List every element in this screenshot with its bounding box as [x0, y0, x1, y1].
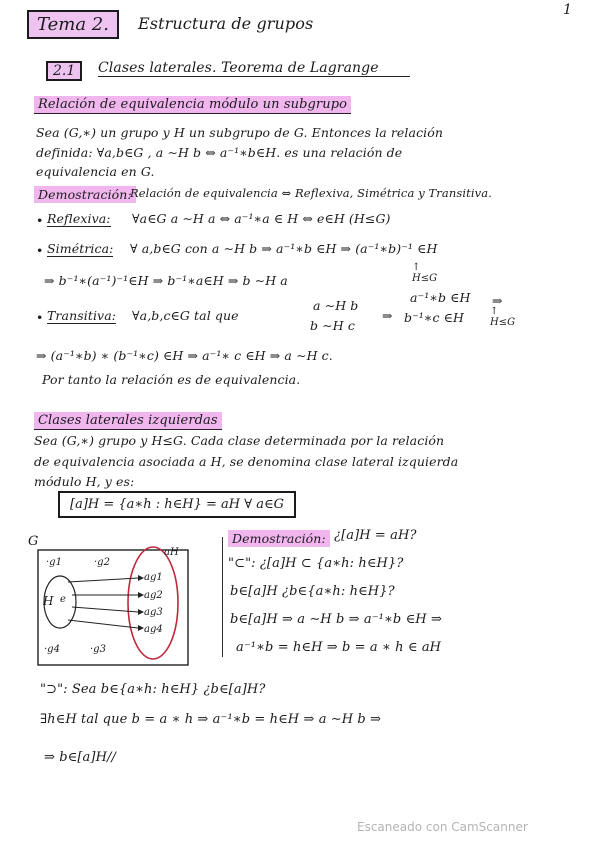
- transitive-bullet: •: [36, 310, 44, 325]
- transitive-cond-1: a ∼H b: [313, 298, 359, 313]
- diagram-g3: ·g3: [90, 644, 106, 655]
- separator-line: [222, 537, 223, 657]
- diagram-e-label: e: [60, 594, 66, 605]
- transitive-body: ∀a,b,c∈G tal que: [132, 308, 239, 323]
- diagram-g-label: G: [28, 534, 39, 549]
- diagram-g1: ·g1: [46, 557, 62, 568]
- demo1-label: Demostración:: [34, 186, 136, 203]
- transitive-body-2: ⇒ (a⁻¹∗b) ∗ (b⁻¹∗c) ∈H ⇒ a⁻¹∗ c ∈H ⇒ a ∼H c.: [36, 348, 333, 363]
- symmetric-label: Simétrica:: [47, 241, 114, 256]
- diagram-ag4: ag4: [144, 624, 163, 635]
- transitive-cond-2: b ∼H c: [310, 318, 355, 333]
- clases-heading: Clases laterales izquierdas: [34, 412, 222, 430]
- rel-equiv-line-3: equivalencia en G.: [36, 164, 155, 179]
- up-arrow-icon: ↑: [412, 262, 421, 273]
- demo1-intro: Relación de equivalencia ⇔ Reflexiva, Simétrica y Transitiva.: [130, 186, 492, 200]
- tema-title: Estructura de grupos: [138, 14, 314, 33]
- diagram-ag1: ag1: [144, 572, 163, 583]
- diagram-g4: ·g4: [44, 644, 60, 655]
- demo2-line-4: a⁻¹∗b = h∈H ⇒ b = a ∗ h ∈ aH: [236, 640, 442, 655]
- diagram-ah-label: aH: [164, 547, 179, 558]
- diagram-ag2: ag2: [144, 590, 163, 601]
- map-arrow-1: [68, 578, 138, 582]
- symmetric-bullet: •: [36, 243, 44, 258]
- section-number: 2.1: [46, 61, 82, 81]
- reflexive-body: ∀a∈G a ∼H a ⇔ a⁻¹∗a ∈ H ⇔ e∈H (H≤G): [132, 211, 391, 226]
- up-arrow-icon: ↑: [490, 306, 499, 317]
- rel-equiv-line-2: definida: ∀a,b∈G , a ∼H b ⇔ a⁻¹∗b∈H. es una relación de: [36, 145, 403, 160]
- demo2-line-7: ⇒ b∈[a]H//: [44, 750, 116, 765]
- diagram-g2: ·g2: [94, 557, 110, 568]
- diagram-h-label: H: [43, 594, 54, 608]
- clases-line-2: de equivalencia asociada a H, se denomina clase lateral izquierda: [34, 454, 459, 469]
- symmetric-note-text: H≤G: [412, 273, 438, 284]
- transitive-result-1: a⁻¹∗b ∈H: [410, 290, 471, 305]
- camscanner-watermark: Escaneado con CamScanner: [357, 820, 528, 834]
- demo2-label: Demostración:: [228, 530, 330, 547]
- transitive-implies-2: ⇒: [492, 293, 503, 308]
- demo2-line-3: b∈[a]H ⇒ a ∼H b ⇒ a⁻¹∗b ∈H ⇒: [230, 612, 442, 627]
- coset-ah-ellipse: [128, 547, 178, 659]
- transitive-note-text: H≤G: [490, 317, 516, 328]
- demo2-line-2: b∈[a]H ¿b∈{a∗h: h∈H}?: [230, 584, 395, 599]
- symmetric-note: [412, 262, 437, 284]
- demo1-conclusion: Por tanto la relación es de equivalencia.: [42, 372, 301, 387]
- clases-formula-box: [a]H = {a∗h : h∈H} = aH ∀ a∈G: [58, 491, 296, 518]
- symmetric-body-2: ⇒ b⁻¹∗(a⁻¹)⁻¹∈H ⇒ b⁻¹∗a∈H ⇒ b ∼H a: [44, 273, 288, 288]
- demo2-line-1: "⊂": ¿[a]H ⊂ {a∗h: h∈H}?: [228, 556, 404, 571]
- clases-line-1: Sea (G,∗) grupo y H≤G. Cada clase determinada por la relación: [34, 433, 445, 448]
- transitive-result-2: b⁻¹∗c ∈H: [404, 310, 465, 325]
- transitive-note: [490, 306, 515, 328]
- map-arrow-4: [68, 620, 138, 628]
- demo2-line-5: "⊃": Sea b∈{a∗h: h∈H} ¿b∈[a]H?: [40, 682, 266, 697]
- symmetric-body: ∀ a,b∈G con a ∼H b ⇒ a⁻¹∗b ∈H ⇒ (a⁻¹∗b)⁻¹ ∈H: [130, 241, 438, 256]
- rel-equiv-line-1: Sea (G,∗) un grupo y H un subgrupo de G. Entonces la relación: [36, 125, 444, 140]
- diagram-ag3: ag3: [144, 607, 163, 618]
- section-title: Clases laterales. Teorema de Lagrange: [98, 60, 410, 77]
- reflexive-label: Reflexiva:: [47, 211, 111, 226]
- rel-equiv-heading: Relación de equivalencia módulo un subgrupo: [34, 96, 351, 114]
- clases-line-3: módulo H, y es:: [34, 474, 135, 489]
- page-number: 1: [563, 2, 573, 18]
- reflexive-bullet: •: [36, 213, 44, 228]
- tema-label: Tema 2.: [27, 10, 119, 39]
- demo2-line-6: ∃h∈H tal que b = a ∗ h ⇒ a⁻¹∗b = h∈H ⇒ a ∼H b ⇒: [40, 712, 382, 727]
- demo2-claim: ¿[a]H = aH?: [334, 528, 417, 543]
- transitive-implies: ⇒: [382, 308, 393, 323]
- transitive-label: Transitiva:: [47, 308, 117, 323]
